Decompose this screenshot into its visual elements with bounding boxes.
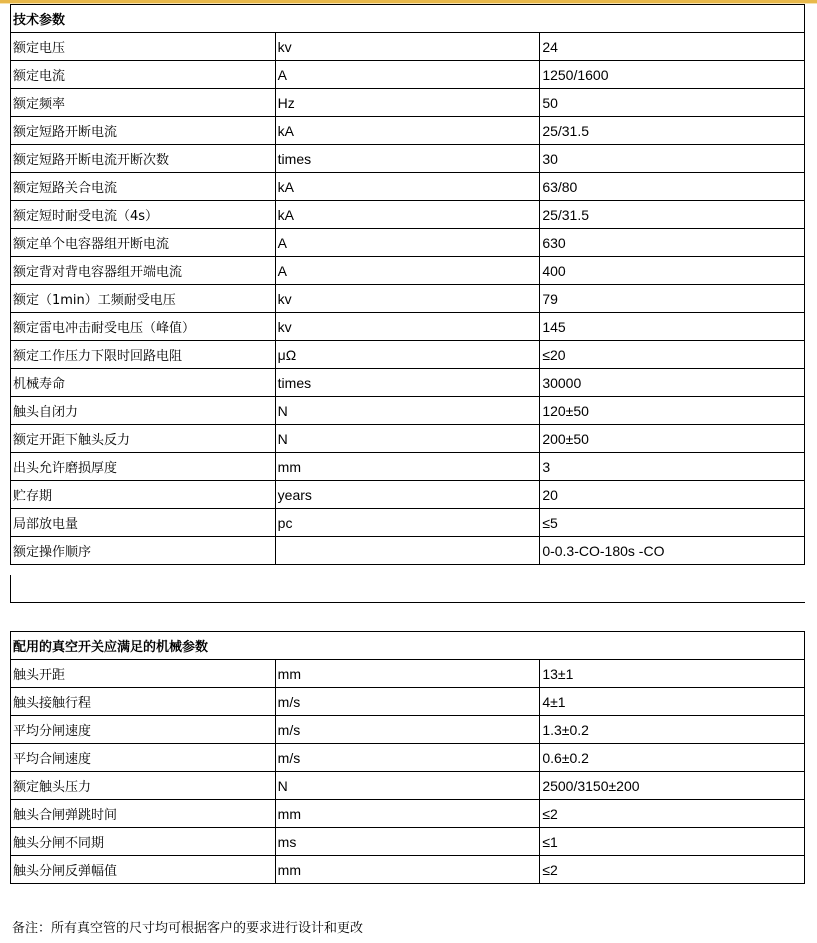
value-cell: ≤5 — [540, 509, 805, 537]
value-cell: 145 — [540, 313, 805, 341]
mechanical-params-table — [10, 631, 805, 884]
unit-cell — [275, 537, 540, 565]
unit-cell: m/s — [275, 744, 540, 772]
param-name-cell: 额定短路开断电流开断次数 — [11, 145, 276, 173]
param-name-cell: 额定短时耐受电流（4s） — [11, 201, 276, 229]
unit-cell: m/s — [275, 716, 540, 744]
table-row — [11, 369, 805, 397]
value-cell: 25/31.5 — [540, 117, 805, 145]
unit-cell: N — [275, 772, 540, 800]
value-cell: 24 — [540, 33, 805, 61]
table-row — [11, 537, 805, 565]
param-name-cell: 额定电流 — [11, 61, 276, 89]
unit-cell: years — [275, 481, 540, 509]
unit-cell: kv — [275, 33, 540, 61]
table-row — [11, 397, 805, 425]
table-row — [11, 453, 805, 481]
value-cell: ≤20 — [540, 341, 805, 369]
unit-cell: Hz — [275, 89, 540, 117]
value-cell: 30000 — [540, 369, 805, 397]
param-name-cell: 局部放电量 — [11, 509, 276, 537]
table-header-row — [11, 5, 805, 33]
table-row — [11, 744, 805, 772]
table-row — [11, 33, 805, 61]
param-name-cell: 贮存期 — [11, 481, 276, 509]
param-name-cell: 额定开距下触头反力 — [11, 425, 276, 453]
table-row — [11, 117, 805, 145]
param-name-cell: 机械寿命 — [11, 369, 276, 397]
value-cell: 200±50 — [540, 425, 805, 453]
unit-cell: mm — [275, 453, 540, 481]
unit-cell: kA — [275, 173, 540, 201]
unit-cell: times — [275, 369, 540, 397]
table-row — [11, 89, 805, 117]
param-name-cell: 额定（1min）工频耐受电压 — [11, 285, 276, 313]
value-cell: ≤2 — [540, 800, 805, 828]
unit-cell: kA — [275, 201, 540, 229]
table-row — [11, 660, 805, 688]
param-name-cell: 额定频率 — [11, 89, 276, 117]
value-cell: 0.6±0.2 — [540, 744, 805, 772]
param-name-cell: 出头允许磨损厚度 — [11, 453, 276, 481]
table-row — [11, 61, 805, 89]
table-row — [11, 688, 805, 716]
value-cell: 2500/3150±200 — [540, 772, 805, 800]
table-row — [11, 481, 805, 509]
value-cell: 1.3±0.2 — [540, 716, 805, 744]
table-row — [11, 772, 805, 800]
unit-cell: mm — [275, 800, 540, 828]
param-name-cell: 触头自闭力 — [11, 397, 276, 425]
param-name-cell: 额定触头压力 — [11, 772, 276, 800]
value-cell: 4±1 — [540, 688, 805, 716]
unit-cell: A — [275, 61, 540, 89]
section-title: 配用的真空开关应满足的机械参数 — [11, 632, 805, 660]
unit-cell: kA — [275, 117, 540, 145]
unit-cell: μΩ — [275, 341, 540, 369]
param-name-cell: 额定背对背电容器组开端电流 — [11, 257, 276, 285]
value-cell: 25/31.5 — [540, 201, 805, 229]
table-row — [11, 145, 805, 173]
value-cell: 3 — [540, 453, 805, 481]
value-cell: 400 — [540, 257, 805, 285]
param-name-cell: 触头开距 — [11, 660, 276, 688]
unit-cell: m/s — [275, 688, 540, 716]
value-cell: 630 — [540, 229, 805, 257]
value-cell: ≤1 — [540, 828, 805, 856]
tech-params-table — [10, 4, 805, 565]
unit-cell: kv — [275, 285, 540, 313]
param-name-cell: 平均分闸速度 — [11, 716, 276, 744]
unit-cell: pc — [275, 509, 540, 537]
value-cell: 30 — [540, 145, 805, 173]
table-row — [11, 313, 805, 341]
value-cell: 120±50 — [540, 397, 805, 425]
param-name-cell: 额定短路开断电流 — [11, 117, 276, 145]
value-cell: 20 — [540, 481, 805, 509]
value-cell: 79 — [540, 285, 805, 313]
param-name-cell: 额定雷电冲击耐受电压（峰值） — [11, 313, 276, 341]
unit-cell: kv — [275, 313, 540, 341]
param-name-cell: 触头分闸反弹幅值 — [11, 856, 276, 884]
param-name-cell: 触头分闸不同期 — [11, 828, 276, 856]
value-cell: ≤2 — [540, 856, 805, 884]
unit-cell: A — [275, 229, 540, 257]
value-cell: 63/80 — [540, 173, 805, 201]
value-cell: 1250/1600 — [540, 61, 805, 89]
value-cell: 0-0.3-CO-180s -CO — [540, 537, 805, 565]
unit-cell: times — [275, 145, 540, 173]
table-row — [11, 341, 805, 369]
param-name-cell: 额定短路关合电流 — [11, 173, 276, 201]
table-row — [11, 716, 805, 744]
table-row — [11, 285, 805, 313]
unit-cell: N — [275, 425, 540, 453]
param-name-cell: 额定工作压力下限时回路电阻 — [11, 341, 276, 369]
section-spacer — [10, 575, 805, 603]
param-name-cell: 触头接触行程 — [11, 688, 276, 716]
param-name-cell: 额定电压 — [11, 33, 276, 61]
param-name-cell: 额定操作顺序 — [11, 537, 276, 565]
unit-cell: mm — [275, 660, 540, 688]
section-title: 技术参数 — [11, 5, 805, 33]
unit-cell: N — [275, 397, 540, 425]
table-row — [11, 828, 805, 856]
value-cell: 50 — [540, 89, 805, 117]
table-row — [11, 229, 805, 257]
param-name-cell: 额定单个电容器组开断电流 — [11, 229, 276, 257]
table-row — [11, 509, 805, 537]
param-name-cell: 触头合闸弹跳时间 — [11, 800, 276, 828]
param-name-cell: 平均合闸速度 — [11, 744, 276, 772]
table-row — [11, 856, 805, 884]
table-row — [11, 257, 805, 285]
table-row — [11, 425, 805, 453]
value-cell: 13±1 — [540, 660, 805, 688]
table-row — [11, 173, 805, 201]
footnote: 备注：所有真空管的尺寸均可根据客户的要求进行设计和更改 — [12, 921, 364, 936]
unit-cell: ms — [275, 828, 540, 856]
table-row — [11, 201, 805, 229]
table-header-row — [11, 632, 805, 660]
unit-cell: mm — [275, 856, 540, 884]
unit-cell: A — [275, 257, 540, 285]
table-row — [11, 800, 805, 828]
